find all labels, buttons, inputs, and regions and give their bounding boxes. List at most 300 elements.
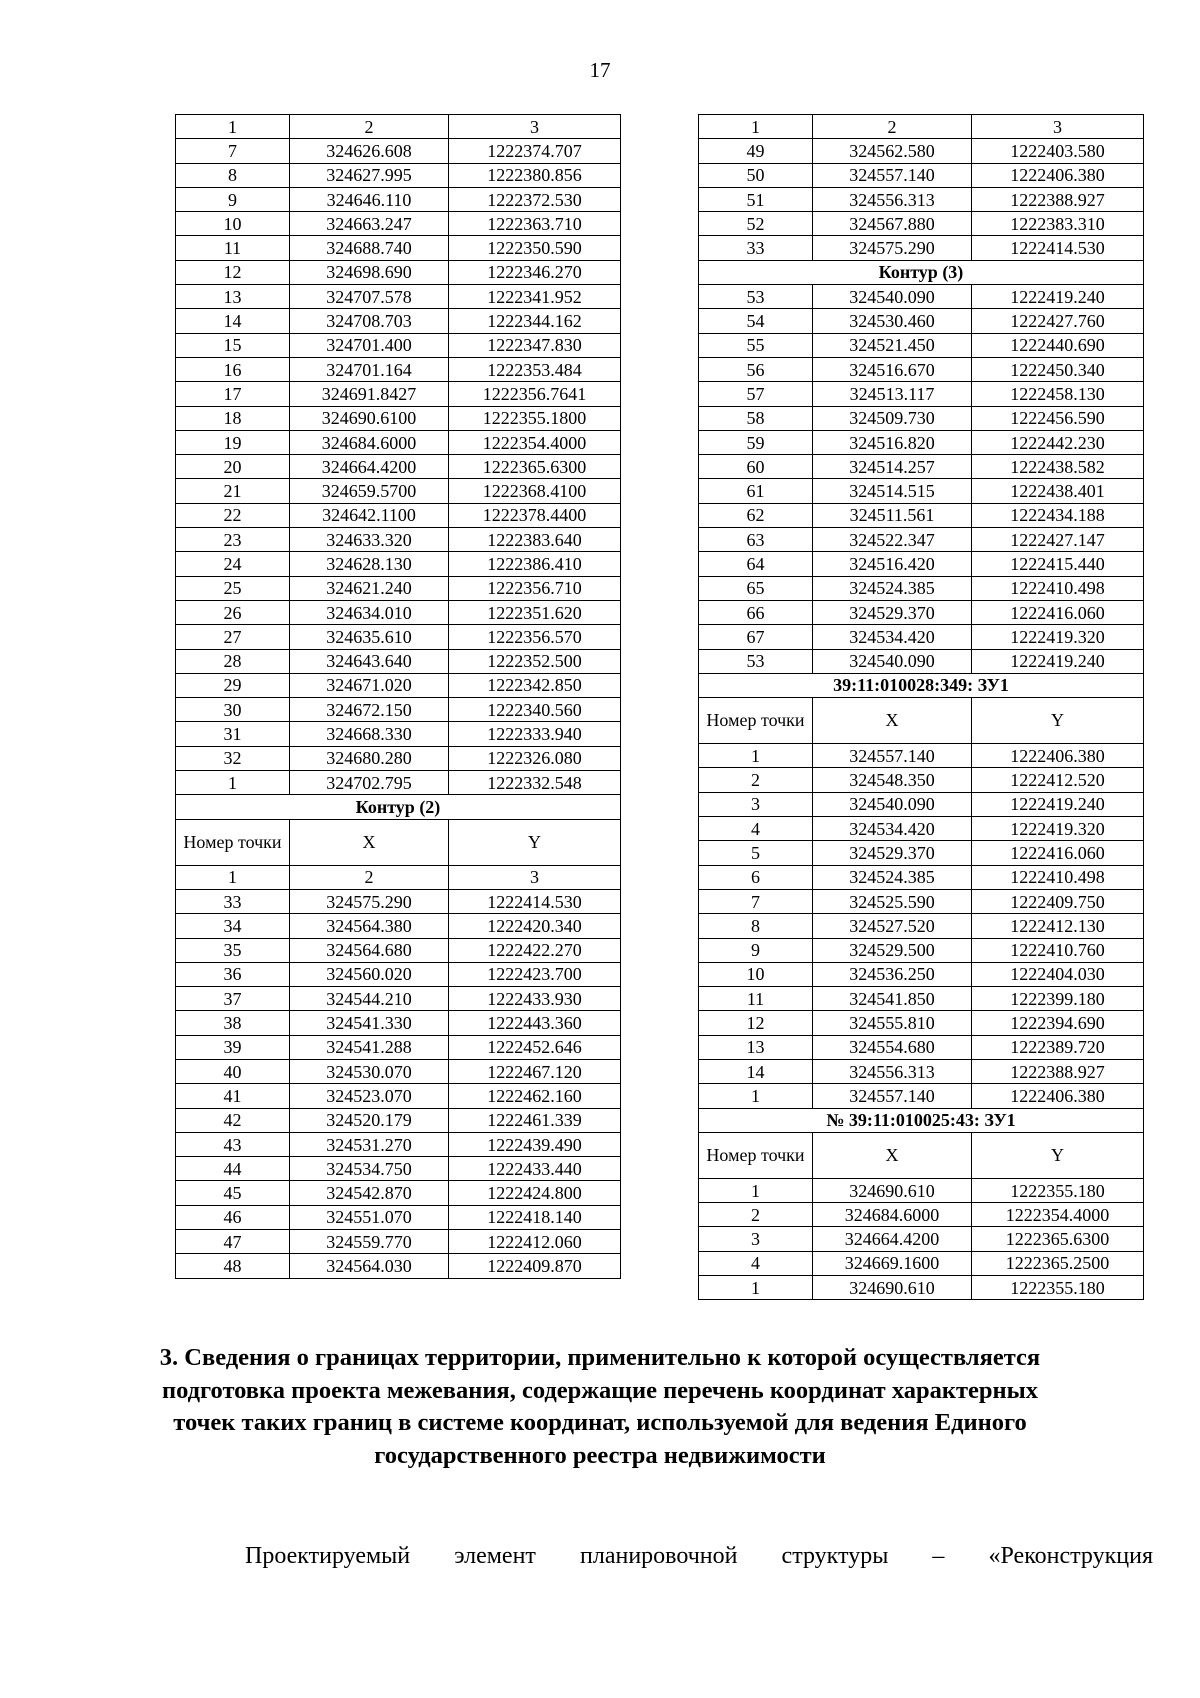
x-coordinate-cell: 324557.140	[813, 1084, 972, 1108]
y-coordinate-cell: 1222383.310	[972, 212, 1144, 236]
y-coordinate-cell: 1222333.940	[449, 722, 621, 746]
point-number-cell: 4	[699, 1251, 813, 1275]
y-coordinate-cell: 1222378.4400	[449, 503, 621, 527]
table-row	[176, 503, 621, 527]
point-number-cell: 1	[699, 115, 813, 139]
y-coordinate-cell: 1222450.340	[972, 357, 1144, 381]
y-coordinate-cell: 1222406.380	[972, 1084, 1144, 1108]
table-row	[176, 649, 621, 673]
table-row	[176, 1108, 621, 1132]
y-coordinate-cell: 1222433.930	[449, 987, 621, 1011]
point-number-cell: 2	[699, 1203, 813, 1227]
x-coordinate-cell: 324575.290	[290, 889, 449, 913]
point-number-cell: 18	[176, 406, 290, 430]
x-coordinate-cell: X	[813, 1132, 972, 1178]
y-coordinate-cell: 1222467.120	[449, 1059, 621, 1083]
table-row	[176, 260, 621, 284]
x-coordinate-cell: 324690.610	[813, 1276, 972, 1300]
x-coordinate-cell: 324524.385	[813, 865, 972, 889]
point-number-cell: 60	[699, 455, 813, 479]
x-coordinate-cell: 324643.640	[290, 649, 449, 673]
table-row	[699, 455, 1144, 479]
point-number-cell: 41	[176, 1084, 290, 1108]
point-number-cell: 1	[699, 1276, 813, 1300]
x-coordinate-cell: 324544.210	[290, 987, 449, 1011]
section-title: № 39:11:010025:43: ЗУ1	[699, 1108, 1144, 1132]
section-title-row	[699, 673, 1144, 697]
table-row	[176, 625, 621, 649]
y-coordinate-cell: 1222440.690	[972, 333, 1144, 357]
x-coordinate-cell: 324708.703	[290, 309, 449, 333]
y-coordinate-cell: 1222388.927	[972, 1059, 1144, 1083]
table-row	[176, 552, 621, 576]
table-row	[699, 744, 1144, 768]
column-header-row	[699, 1132, 1144, 1178]
point-number-cell: 1	[699, 1084, 813, 1108]
table-row	[699, 187, 1144, 211]
point-number-cell: 37	[176, 987, 290, 1011]
point-number-cell: 8	[176, 163, 290, 187]
table-row	[176, 1230, 621, 1254]
y-coordinate-cell: 1222434.188	[972, 503, 1144, 527]
table-row	[699, 600, 1144, 624]
point-number-cell: 17	[176, 382, 290, 406]
point-number-cell: 39	[176, 1035, 290, 1059]
y-coordinate-cell: 1222419.240	[972, 792, 1144, 816]
point-number-cell: 45	[176, 1181, 290, 1205]
x-coordinate-cell: 324702.795	[290, 771, 449, 795]
x-coordinate-cell: 324556.313	[813, 1059, 972, 1083]
table-row	[176, 406, 621, 430]
table-row	[699, 357, 1144, 381]
point-number-cell: 1	[176, 771, 290, 795]
point-number-cell: 42	[176, 1108, 290, 1132]
y-coordinate-cell: 1222418.140	[449, 1205, 621, 1229]
y-coordinate-cell: 1222406.380	[972, 744, 1144, 768]
x-coordinate-cell: 324534.420	[813, 817, 972, 841]
x-coordinate-cell: 2	[290, 865, 449, 889]
point-number-cell: 36	[176, 962, 290, 986]
page-number: 17	[589, 58, 611, 82]
table-row	[699, 768, 1144, 792]
y-coordinate-cell: 1222394.690	[972, 1011, 1144, 1035]
y-coordinate-cell: 1222438.401	[972, 479, 1144, 503]
y-coordinate-cell: 1222355.1800	[449, 406, 621, 430]
point-number-cell: 63	[699, 528, 813, 552]
point-number-cell: 59	[699, 430, 813, 454]
x-coordinate-cell: 324701.400	[290, 333, 449, 357]
point-number-cell: 12	[699, 1011, 813, 1035]
table-row	[176, 1035, 621, 1059]
x-coordinate-cell: 324671.020	[290, 673, 449, 697]
coordinates-table-right	[698, 114, 1144, 1300]
point-number-cell: 7	[176, 139, 290, 163]
table-row	[176, 987, 621, 1011]
x-coordinate-cell: 324557.140	[813, 744, 972, 768]
table-row	[699, 938, 1144, 962]
table-row	[699, 382, 1144, 406]
column-header-row	[176, 819, 621, 865]
x-coordinate-cell: 324554.680	[813, 1035, 972, 1059]
table-row	[176, 771, 621, 795]
table-row	[176, 333, 621, 357]
table-row	[699, 406, 1144, 430]
table-row	[699, 817, 1144, 841]
table-row	[176, 962, 621, 986]
section-title-row	[699, 260, 1144, 284]
y-coordinate-cell: 1222356.7641	[449, 382, 621, 406]
x-coordinate-cell: 324559.770	[290, 1230, 449, 1254]
table-row	[176, 430, 621, 454]
table-row	[176, 600, 621, 624]
y-coordinate-cell: 1222399.180	[972, 987, 1144, 1011]
point-number-cell: 1	[699, 1178, 813, 1202]
column-header-row	[699, 698, 1144, 744]
y-coordinate-cell: 1222354.4000	[449, 430, 621, 454]
x-coordinate-cell: 324628.130	[290, 552, 449, 576]
x-coordinate-cell: 324557.140	[813, 163, 972, 187]
y-coordinate-cell: 1222380.856	[449, 163, 621, 187]
x-coordinate-cell: 324684.6000	[813, 1203, 972, 1227]
x-coordinate-cell: 324664.4200	[813, 1227, 972, 1251]
y-coordinate-cell: 1222406.380	[972, 163, 1144, 187]
x-coordinate-cell: 324541.330	[290, 1011, 449, 1035]
table-row	[699, 309, 1144, 333]
y-coordinate-cell: 3	[972, 115, 1144, 139]
point-number-cell: 19	[176, 430, 290, 454]
table-row	[699, 1084, 1144, 1108]
point-number-cell: 55	[699, 333, 813, 357]
y-coordinate-cell: 1222456.590	[972, 406, 1144, 430]
x-coordinate-cell: 324548.350	[813, 768, 972, 792]
y-coordinate-cell: 1222356.710	[449, 576, 621, 600]
y-coordinate-cell: 1222326.080	[449, 746, 621, 770]
y-coordinate-cell: 1222353.484	[449, 357, 621, 381]
y-coordinate-cell: 1222423.700	[449, 962, 621, 986]
table-row	[176, 576, 621, 600]
table-row	[699, 1011, 1144, 1035]
x-coordinate-cell: 324707.578	[290, 285, 449, 309]
point-number-cell: 38	[176, 1011, 290, 1035]
x-coordinate-cell: 324659.5700	[290, 479, 449, 503]
table-row	[699, 163, 1144, 187]
x-coordinate-cell: 324646.110	[290, 187, 449, 211]
table-row	[699, 430, 1144, 454]
point-number-cell: 3	[699, 792, 813, 816]
point-number-cell: 31	[176, 722, 290, 746]
point-number-cell: Номер точки	[699, 1132, 813, 1178]
x-coordinate-cell: 324627.995	[290, 163, 449, 187]
y-coordinate-cell: 1222372.530	[449, 187, 621, 211]
y-coordinate-cell: 1222340.560	[449, 698, 621, 722]
point-number-cell: 53	[699, 649, 813, 673]
point-number-cell: 64	[699, 552, 813, 576]
point-number-cell: 30	[176, 698, 290, 722]
x-coordinate-cell: 324541.850	[813, 987, 972, 1011]
point-number-cell: 28	[176, 649, 290, 673]
table-row	[176, 455, 621, 479]
table-row	[699, 528, 1144, 552]
y-coordinate-cell: 1222355.180	[972, 1178, 1144, 1202]
y-coordinate-cell: 1222414.530	[449, 889, 621, 913]
table-row	[176, 1205, 621, 1229]
table-row	[176, 163, 621, 187]
point-number-cell: 57	[699, 382, 813, 406]
x-coordinate-cell: 324691.8427	[290, 382, 449, 406]
section-heading: 3. Сведения о границах территории, применительно к которой осуществляется подготовка проекта межевания, содержащие перечень координат характерных точек таких границ в системе координат, используемой для ведения Единого государственного реестра недвижимости	[159, 1344, 1041, 1469]
x-coordinate-cell: 324513.117	[813, 382, 972, 406]
point-number-cell: 52	[699, 212, 813, 236]
x-coordinate-cell: 324524.385	[813, 576, 972, 600]
point-number-cell: 48	[176, 1254, 290, 1278]
point-number-cell: 58	[699, 406, 813, 430]
table-row	[699, 1251, 1144, 1275]
x-coordinate-cell: 324564.380	[290, 914, 449, 938]
y-coordinate-cell: 1222416.060	[972, 600, 1144, 624]
table-row	[699, 1276, 1144, 1300]
table-row	[699, 987, 1144, 1011]
point-number-cell: 5	[699, 841, 813, 865]
y-coordinate-cell: 1222403.580	[972, 139, 1144, 163]
table-row	[699, 914, 1144, 938]
x-coordinate-cell: 324634.010	[290, 600, 449, 624]
y-coordinate-cell: 1222346.270	[449, 260, 621, 284]
point-number-cell: 7	[699, 889, 813, 913]
y-coordinate-cell: 3	[449, 865, 621, 889]
y-coordinate-cell: 1222404.030	[972, 962, 1144, 986]
y-coordinate-cell: 1222422.270	[449, 938, 621, 962]
point-number-cell: 2	[699, 768, 813, 792]
table-row	[176, 1132, 621, 1156]
x-coordinate-cell: 324669.1600	[813, 1251, 972, 1275]
x-coordinate-cell: 324530.070	[290, 1059, 449, 1083]
table-row	[699, 212, 1144, 236]
y-coordinate-cell: 1222341.952	[449, 285, 621, 309]
y-coordinate-cell: 1222410.760	[972, 938, 1144, 962]
point-number-cell: 15	[176, 333, 290, 357]
table-row	[176, 746, 621, 770]
table-row	[699, 865, 1144, 889]
x-coordinate-cell: 324516.420	[813, 552, 972, 576]
table-row	[176, 1011, 621, 1035]
x-coordinate-cell: 324672.150	[290, 698, 449, 722]
section-title: Контур (2)	[176, 795, 621, 819]
point-number-cell: 62	[699, 503, 813, 527]
x-coordinate-cell: 324511.561	[813, 503, 972, 527]
x-coordinate-cell: 324575.290	[813, 236, 972, 260]
y-coordinate-cell: 1222355.180	[972, 1276, 1144, 1300]
x-coordinate-cell: 324698.690	[290, 260, 449, 284]
x-coordinate-cell: 2	[290, 115, 449, 139]
point-number-cell: 6	[699, 865, 813, 889]
point-number-cell: 11	[699, 987, 813, 1011]
x-coordinate-cell: 324680.280	[290, 746, 449, 770]
point-number-cell: 10	[699, 962, 813, 986]
y-coordinate-cell: 1222419.240	[972, 649, 1144, 673]
y-coordinate-cell: 1222427.147	[972, 528, 1144, 552]
x-coordinate-cell: 324536.250	[813, 962, 972, 986]
point-number-cell: 12	[176, 260, 290, 284]
y-coordinate-cell: 1222412.520	[972, 768, 1144, 792]
section-title: Контур (3)	[699, 260, 1144, 284]
table-row	[699, 236, 1144, 260]
point-number-cell: 44	[176, 1157, 290, 1181]
x-coordinate-cell: 324541.288	[290, 1035, 449, 1059]
table-row	[699, 625, 1144, 649]
table-row	[699, 576, 1144, 600]
point-number-cell: 40	[176, 1059, 290, 1083]
point-number-cell: 56	[699, 357, 813, 381]
y-coordinate-cell: 1222332.548	[449, 771, 621, 795]
x-coordinate-cell: 324527.520	[813, 914, 972, 938]
y-coordinate-cell: 1222427.760	[972, 309, 1144, 333]
point-number-cell: 33	[699, 236, 813, 260]
point-number-cell: 9	[176, 187, 290, 211]
table-row	[176, 357, 621, 381]
x-coordinate-cell: 324621.240	[290, 576, 449, 600]
table-row	[699, 792, 1144, 816]
table-row	[699, 503, 1144, 527]
x-coordinate-cell: 324529.500	[813, 938, 972, 962]
x-coordinate-cell: 324688.740	[290, 236, 449, 260]
section-title-row	[176, 795, 621, 819]
x-coordinate-cell: 324520.179	[290, 1108, 449, 1132]
point-number-cell: 8	[699, 914, 813, 938]
point-number-cell: 51	[699, 187, 813, 211]
table-row	[176, 139, 621, 163]
y-coordinate-cell: 1222388.927	[972, 187, 1144, 211]
point-number-cell: 26	[176, 600, 290, 624]
point-number-cell: Номер точки	[699, 698, 813, 744]
point-number-cell: 49	[699, 139, 813, 163]
table-row	[176, 673, 621, 697]
y-coordinate-cell: 1222439.490	[449, 1132, 621, 1156]
x-coordinate-cell: 324701.164	[290, 357, 449, 381]
y-coordinate-cell: Y	[449, 819, 621, 865]
table-row	[699, 1227, 1144, 1251]
point-number-cell: 1	[699, 744, 813, 768]
column-number-row	[176, 115, 621, 139]
table-row	[699, 962, 1144, 986]
body-paragraph: Проектируемый элемент планировочной структуры – «Реконструкция	[245, 1543, 1153, 1569]
x-coordinate-cell: 324635.610	[290, 625, 449, 649]
x-coordinate-cell: 324531.270	[290, 1132, 449, 1156]
x-coordinate-cell: 324516.820	[813, 430, 972, 454]
point-number-cell: 10	[176, 212, 290, 236]
y-coordinate-cell: 1222383.640	[449, 528, 621, 552]
x-coordinate-cell: 324567.880	[813, 212, 972, 236]
y-coordinate-cell: 1222386.410	[449, 552, 621, 576]
point-number-cell: 33	[176, 889, 290, 913]
point-number-cell: 1	[176, 115, 290, 139]
x-coordinate-cell: 324564.030	[290, 1254, 449, 1278]
table-row	[176, 722, 621, 746]
y-coordinate-cell: 1222414.530	[972, 236, 1144, 260]
table-row	[699, 285, 1144, 309]
y-coordinate-cell: 1222443.360	[449, 1011, 621, 1035]
x-coordinate-cell: X	[290, 819, 449, 865]
table-row	[699, 1035, 1144, 1059]
y-coordinate-cell: 3	[449, 115, 621, 139]
point-number-cell: 66	[699, 600, 813, 624]
point-number-cell: 61	[699, 479, 813, 503]
table-row	[176, 1254, 621, 1278]
y-coordinate-cell: 1222462.160	[449, 1084, 621, 1108]
table-row	[176, 285, 621, 309]
y-coordinate-cell: 1222368.4100	[449, 479, 621, 503]
table-row	[176, 187, 621, 211]
x-coordinate-cell: 324522.347	[813, 528, 972, 552]
y-coordinate-cell: 1222410.498	[972, 576, 1144, 600]
section-title: 39:11:010028:349: ЗУ1	[699, 673, 1144, 697]
point-number-cell: 67	[699, 625, 813, 649]
column-number-row	[699, 115, 1144, 139]
table-row	[699, 1203, 1144, 1227]
x-coordinate-cell: 324530.460	[813, 309, 972, 333]
table-row	[176, 479, 621, 503]
table-row	[176, 1157, 621, 1181]
table-row	[176, 914, 621, 938]
point-number-cell: 22	[176, 503, 290, 527]
x-coordinate-cell: 324525.590	[813, 889, 972, 913]
table-row	[699, 1178, 1144, 1202]
y-coordinate-cell: 1222356.570	[449, 625, 621, 649]
y-coordinate-cell: 1222351.620	[449, 600, 621, 624]
table-row	[699, 889, 1144, 913]
point-number-cell: 50	[699, 163, 813, 187]
y-coordinate-cell: 1222461.339	[449, 1108, 621, 1132]
y-coordinate-cell: 1222352.500	[449, 649, 621, 673]
table-row	[176, 698, 621, 722]
y-coordinate-cell: 1222365.6300	[972, 1227, 1144, 1251]
point-number-cell: 43	[176, 1132, 290, 1156]
point-number-cell: 9	[699, 938, 813, 962]
x-coordinate-cell: 324529.370	[813, 841, 972, 865]
y-coordinate-cell: 1222433.440	[449, 1157, 621, 1181]
table-row	[176, 1181, 621, 1205]
x-coordinate-cell: 324663.247	[290, 212, 449, 236]
table-row	[176, 1084, 621, 1108]
x-coordinate-cell: 2	[813, 115, 972, 139]
y-coordinate-cell: 1222452.646	[449, 1035, 621, 1059]
x-coordinate-cell: 324562.580	[813, 139, 972, 163]
x-coordinate-cell: 324509.730	[813, 406, 972, 430]
point-number-cell: 11	[176, 236, 290, 260]
point-number-cell: 46	[176, 1205, 290, 1229]
y-coordinate-cell: 1222347.830	[449, 333, 621, 357]
point-number-cell: 25	[176, 576, 290, 600]
y-coordinate-cell: 1222365.2500	[972, 1251, 1144, 1275]
table-row	[176, 309, 621, 333]
column-number-row	[176, 865, 621, 889]
y-coordinate-cell: 1222458.130	[972, 382, 1144, 406]
x-coordinate-cell: 324633.320	[290, 528, 449, 552]
table-row	[699, 1059, 1144, 1083]
point-number-cell: 16	[176, 357, 290, 381]
x-coordinate-cell: 324690.610	[813, 1178, 972, 1202]
x-coordinate-cell: 324540.090	[813, 792, 972, 816]
y-coordinate-cell: 1222424.800	[449, 1181, 621, 1205]
y-coordinate-cell: 1222420.340	[449, 914, 621, 938]
table-row	[699, 552, 1144, 576]
x-coordinate-cell: 324556.313	[813, 187, 972, 211]
table-row	[699, 649, 1144, 673]
x-coordinate-cell: X	[813, 698, 972, 744]
x-coordinate-cell: 324534.750	[290, 1157, 449, 1181]
point-number-cell: Номер точки	[176, 819, 290, 865]
point-number-cell: 1	[176, 865, 290, 889]
point-number-cell: 14	[176, 309, 290, 333]
